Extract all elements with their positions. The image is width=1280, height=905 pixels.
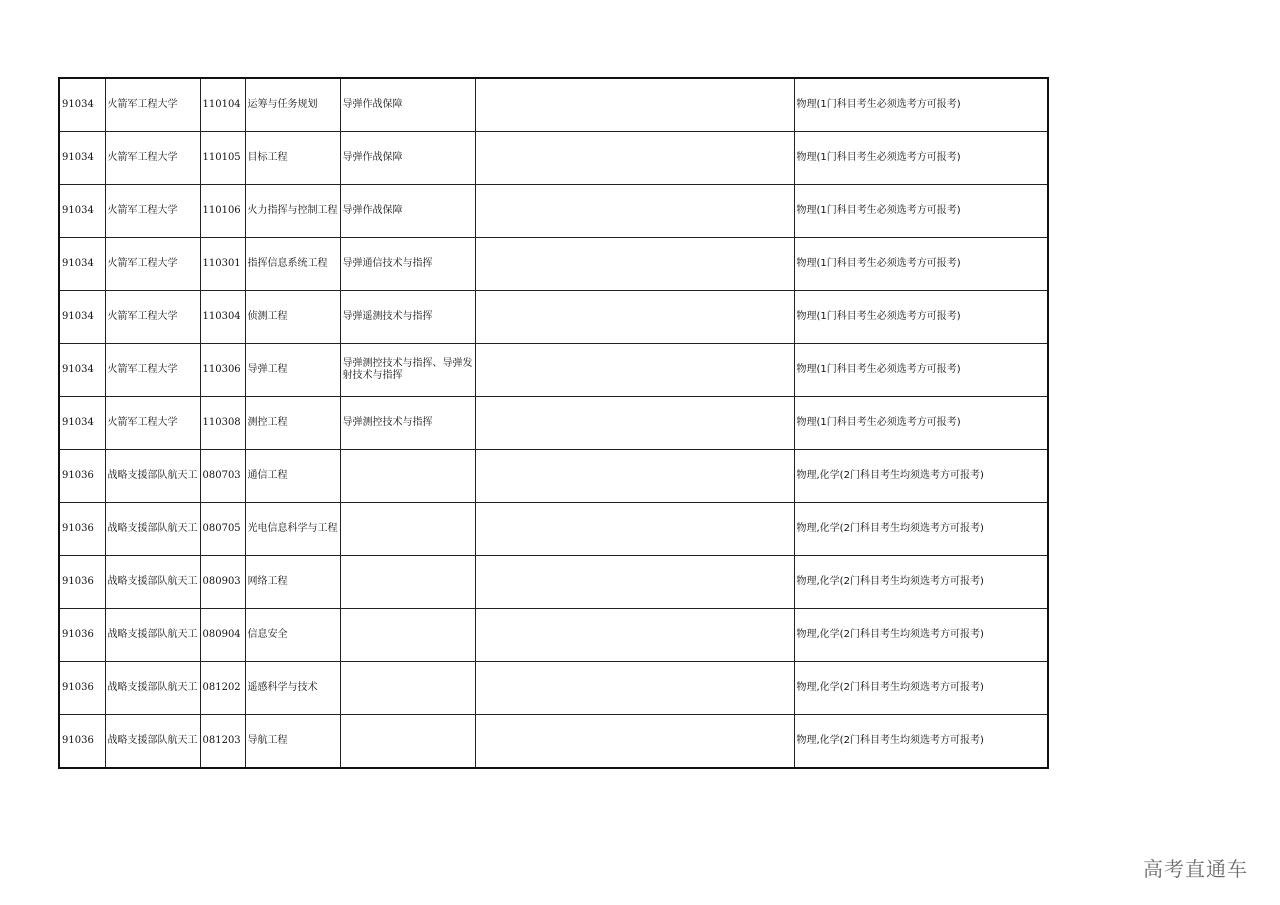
subject-requirement-cell: 物理(1门科目考生必须选考方可报考)	[794, 344, 1048, 397]
school-name-cell: 火箭军工程大学	[105, 291, 200, 344]
table-row	[59, 715, 1048, 769]
direction-cell	[340, 662, 475, 715]
major-name-cell: 网络工程	[245, 556, 340, 609]
table-row	[59, 185, 1048, 238]
subject-requirement-cell: 物理(1门科目考生必须选考方可报考)	[794, 78, 1048, 132]
table-row	[59, 609, 1048, 662]
school-code-cell: 91036	[59, 556, 105, 609]
major-name-cell: 运筹与任务规划	[245, 78, 340, 132]
direction-cell: 导弹测控技术与指挥、导弹发射技术与指挥	[340, 344, 475, 397]
direction-cell	[340, 450, 475, 503]
school-code-cell: 91034	[59, 397, 105, 450]
direction-cell: 导弹遥测技术与指挥	[340, 291, 475, 344]
direction-cell	[340, 556, 475, 609]
school-code-cell: 91036	[59, 609, 105, 662]
table-row	[59, 291, 1048, 344]
table-row	[59, 503, 1048, 556]
school-code-cell: 91036	[59, 450, 105, 503]
major-code-cell: 110304	[200, 291, 245, 344]
school-name-cell: 战略支援部队航天工	[105, 715, 200, 769]
major-code-cell: 080903	[200, 556, 245, 609]
subject-requirement-cell: 物理(1门科目考生必须选考方可报考)	[794, 291, 1048, 344]
direction-cell: 导弹通信技术与指挥	[340, 238, 475, 291]
direction-cell	[340, 503, 475, 556]
school-code-cell: 91036	[59, 662, 105, 715]
school-name-cell: 战略支援部队航天工	[105, 556, 200, 609]
remark-cell	[475, 609, 794, 662]
major-code-cell: 110301	[200, 238, 245, 291]
major-code-cell: 110308	[200, 397, 245, 450]
school-code-cell: 91034	[59, 132, 105, 185]
subject-requirement-cell: 物理,化学(2门科目考生均须选考方可报考)	[794, 662, 1048, 715]
remark-cell	[475, 291, 794, 344]
major-name-cell: 信息安全	[245, 609, 340, 662]
subject-requirement-cell: 物理(1门科目考生必须选考方可报考)	[794, 132, 1048, 185]
school-code-cell: 91034	[59, 291, 105, 344]
remark-cell	[475, 78, 794, 132]
major-name-cell: 目标工程	[245, 132, 340, 185]
remark-cell	[475, 662, 794, 715]
direction-cell: 导弹作战保障	[340, 78, 475, 132]
major-name-cell: 指挥信息系统工程	[245, 238, 340, 291]
direction-cell	[340, 609, 475, 662]
admission-table	[58, 77, 1049, 769]
remark-cell	[475, 132, 794, 185]
major-code-cell: 110106	[200, 185, 245, 238]
subject-requirement-cell: 物理(1门科目考生必须选考方可报考)	[794, 185, 1048, 238]
table-row	[59, 662, 1048, 715]
remark-cell	[475, 397, 794, 450]
table-body	[59, 78, 1048, 768]
major-code-cell: 080703	[200, 450, 245, 503]
major-code-cell: 110306	[200, 344, 245, 397]
major-code-cell: 080904	[200, 609, 245, 662]
subject-requirement-cell: 物理,化学(2门科目考生均须选考方可报考)	[794, 503, 1048, 556]
major-name-cell: 通信工程	[245, 450, 340, 503]
direction-cell	[340, 715, 475, 769]
direction-cell: 导弹作战保障	[340, 185, 475, 238]
subject-requirement-cell: 物理(1门科目考生必须选考方可报考)	[794, 397, 1048, 450]
table-row	[59, 397, 1048, 450]
major-code-cell: 081202	[200, 662, 245, 715]
major-code-cell: 081203	[200, 715, 245, 769]
subject-requirement-cell: 物理,化学(2门科目考生均须选考方可报考)	[794, 556, 1048, 609]
major-name-cell: 遥感科学与技术	[245, 662, 340, 715]
subject-requirement-cell: 物理(1门科目考生必须选考方可报考)	[794, 238, 1048, 291]
subject-requirement-cell: 物理,化学(2门科目考生均须选考方可报考)	[794, 450, 1048, 503]
remark-cell	[475, 238, 794, 291]
school-code-cell: 91036	[59, 503, 105, 556]
major-name-cell: 火力指挥与控制工程	[245, 185, 340, 238]
school-name-cell: 火箭军工程大学	[105, 78, 200, 132]
remark-cell	[475, 344, 794, 397]
subject-requirement-cell: 物理,化学(2门科目考生均须选考方可报考)	[794, 609, 1048, 662]
major-name-cell: 测控工程	[245, 397, 340, 450]
remark-cell	[475, 556, 794, 609]
table-row	[59, 78, 1048, 132]
direction-cell: 导弹作战保障	[340, 132, 475, 185]
school-code-cell: 91034	[59, 185, 105, 238]
watermark-text: 高考直通车	[1143, 857, 1248, 881]
remark-cell	[475, 185, 794, 238]
major-code-cell: 110104	[200, 78, 245, 132]
school-name-cell: 火箭军工程大学	[105, 238, 200, 291]
school-name-cell: 火箭军工程大学	[105, 185, 200, 238]
major-name-cell: 导航工程	[245, 715, 340, 769]
major-name-cell: 侦测工程	[245, 291, 340, 344]
major-code-cell: 080705	[200, 503, 245, 556]
remark-cell	[475, 715, 794, 769]
school-code-cell: 91034	[59, 78, 105, 132]
school-code-cell: 91036	[59, 715, 105, 769]
school-name-cell: 火箭军工程大学	[105, 132, 200, 185]
major-name-cell: 光电信息科学与工程	[245, 503, 340, 556]
remark-cell	[475, 450, 794, 503]
school-code-cell: 91034	[59, 238, 105, 291]
table-row	[59, 450, 1048, 503]
table-row	[59, 132, 1048, 185]
school-code-cell: 91034	[59, 344, 105, 397]
school-name-cell: 战略支援部队航天工	[105, 609, 200, 662]
major-code-cell: 110105	[200, 132, 245, 185]
school-name-cell: 战略支援部队航天工	[105, 450, 200, 503]
table-row	[59, 238, 1048, 291]
school-name-cell: 火箭军工程大学	[105, 344, 200, 397]
major-name-cell: 导弹工程	[245, 344, 340, 397]
school-name-cell: 战略支援部队航天工	[105, 503, 200, 556]
remark-cell	[475, 503, 794, 556]
school-name-cell: 火箭军工程大学	[105, 397, 200, 450]
subject-requirement-cell: 物理,化学(2门科目考生均须选考方可报考)	[794, 715, 1048, 769]
school-name-cell: 战略支援部队航天工	[105, 662, 200, 715]
table-row	[59, 556, 1048, 609]
direction-cell: 导弹测控技术与指挥	[340, 397, 475, 450]
table-row	[59, 344, 1048, 397]
